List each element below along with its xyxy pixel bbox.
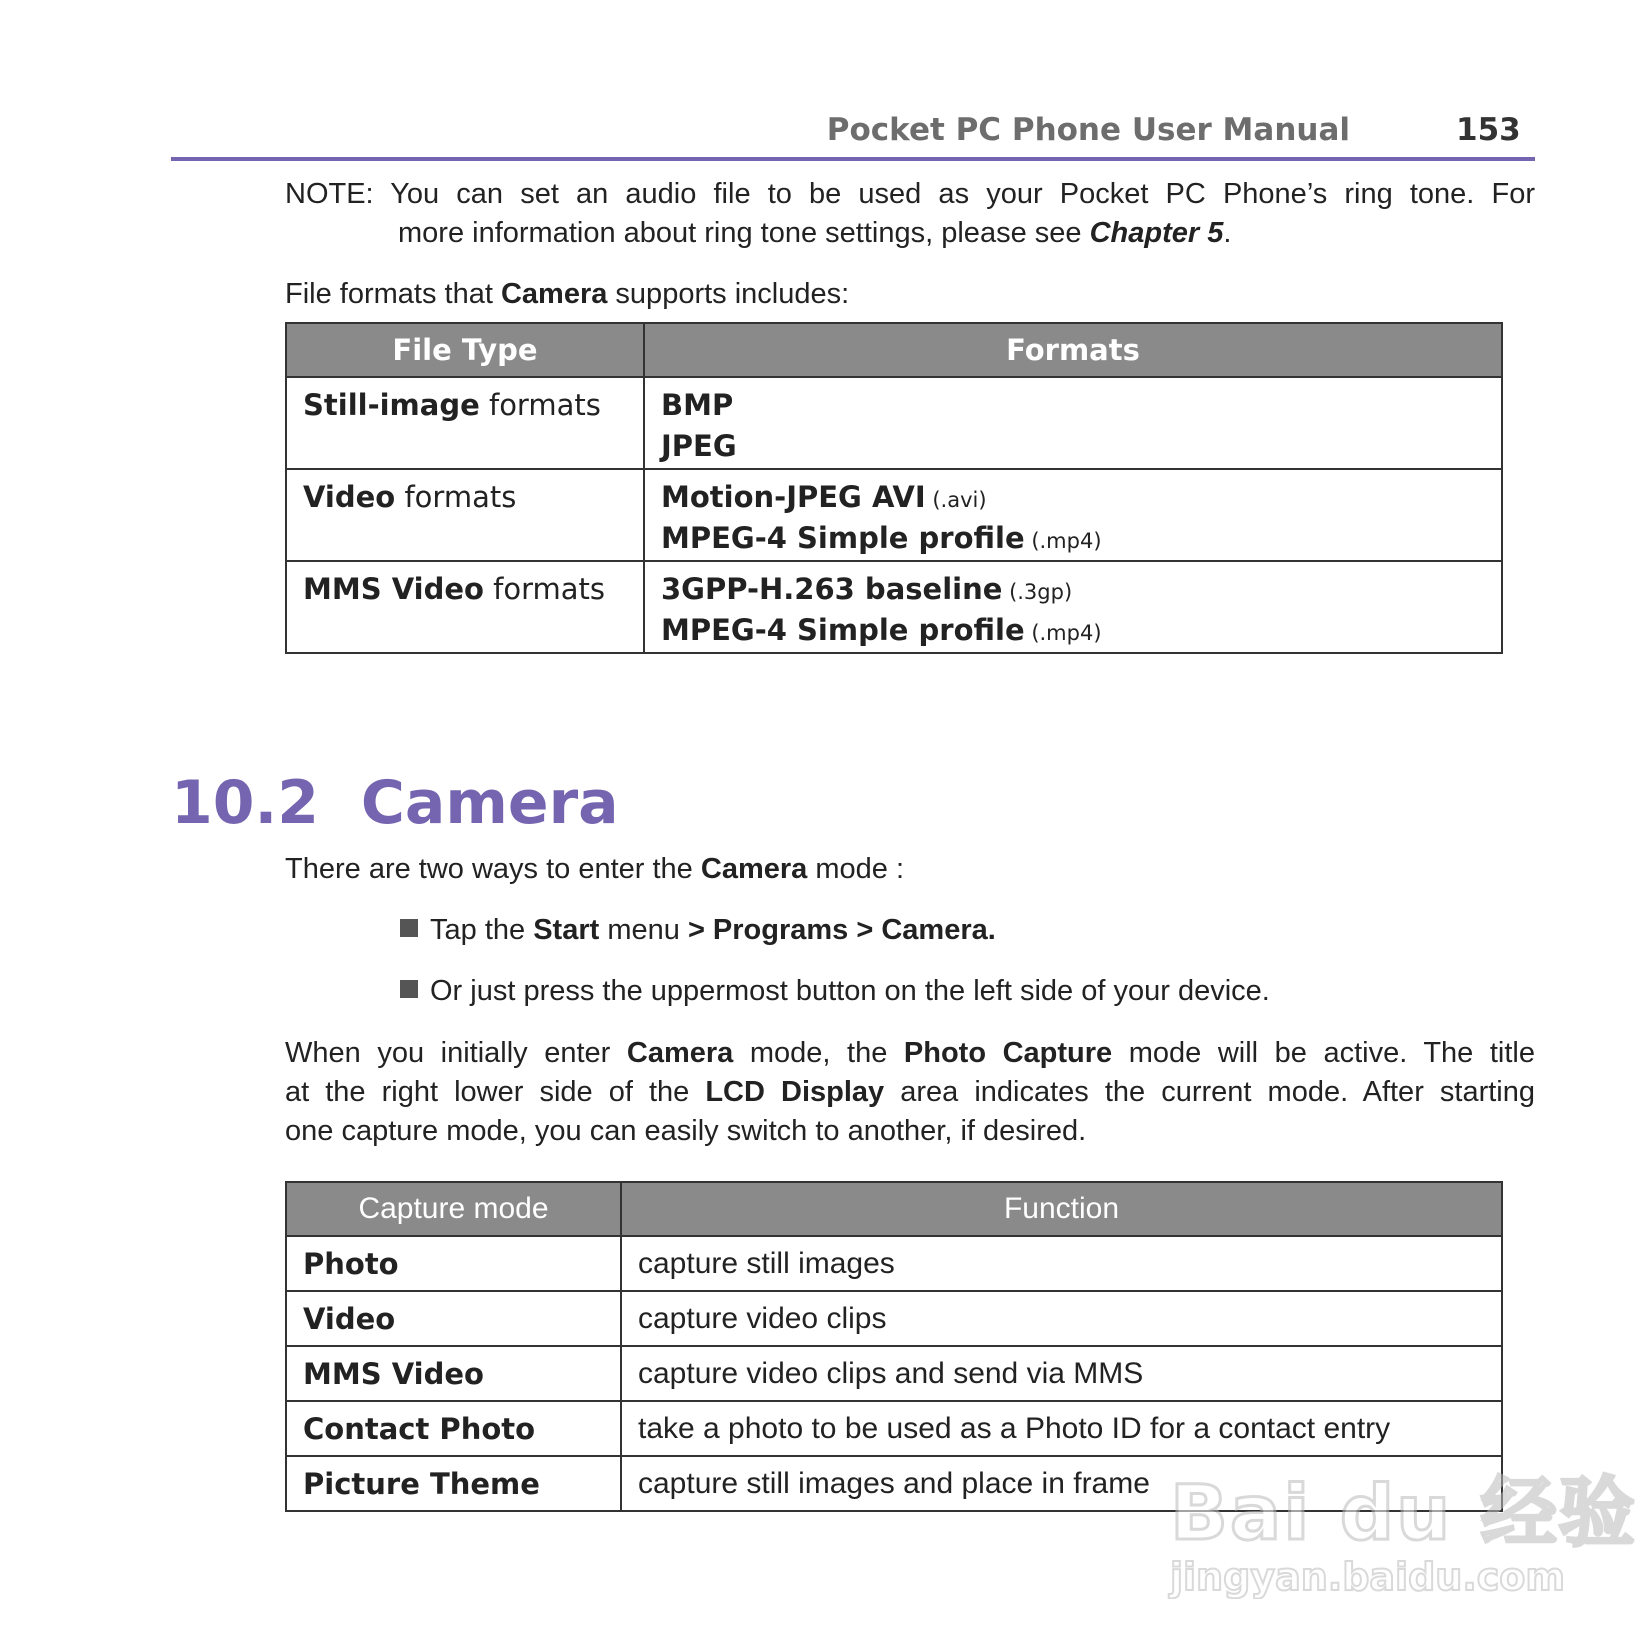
file-type-rest: formats <box>395 480 517 514</box>
table-row <box>286 1236 1502 1291</box>
note-line-2 <box>398 214 1231 253</box>
file-type-bold: MMS Video <box>303 572 484 606</box>
section-number: 10.2 <box>171 768 320 838</box>
text-run-bold: Camera <box>626 1037 734 1069</box>
format-extension: (.3gp) <box>1002 580 1073 604</box>
table-row <box>286 377 1502 469</box>
bullet-item-button <box>400 972 1270 1011</box>
column-header-function: Function <box>621 1182 1502 1236</box>
formats-intro-camera: Camera <box>500 278 608 310</box>
bullet-text: Or just press the uppermost button on the left side of your device. <box>430 975 1270 1007</box>
text-run: mode, the <box>733 1037 904 1069</box>
bullet-text: menu <box>599 914 688 946</box>
file-type-bold: Video <box>303 480 396 514</box>
table-row <box>286 469 1502 561</box>
table-header-row <box>286 323 1502 377</box>
function-cell: capture still images and place in frame <box>621 1456 1502 1511</box>
table-row <box>286 561 1502 653</box>
table-row <box>286 1291 1502 1346</box>
file-formats-table <box>285 322 1503 654</box>
capture-mode-cell: Contact Photo <box>286 1401 621 1456</box>
bullet-text: Tap the <box>430 914 534 946</box>
function-cell: take a photo to be used as a Photo ID for a contact entry <box>621 1401 1502 1456</box>
note-chapter-ref: Chapter 5 <box>1089 217 1224 249</box>
column-header-formats: Formats <box>644 323 1502 377</box>
intro-camera: Camera <box>700 853 808 885</box>
format-line <box>661 519 1501 560</box>
format-line <box>661 570 1501 611</box>
paragraph-line: one capture mode, you can easily switch to another, if desired. <box>285 1115 1087 1147</box>
table-row <box>286 1401 1502 1456</box>
intro-paragraph <box>285 850 904 889</box>
capture-mode-cell: Photo <box>286 1236 621 1291</box>
note-prefix: NOTE: <box>285 178 391 210</box>
format-name: 3GPP-H.263 baseline <box>661 572 1003 606</box>
format-name: Motion-JPEG AVI <box>661 480 926 514</box>
format-name: BMP <box>661 388 734 422</box>
format-line <box>661 386 1501 427</box>
running-header-title: Pocket PC Phone User Manual <box>826 112 1350 148</box>
baidu-watermark <box>1170 1452 1637 1602</box>
format-extension: (.mp4) <box>1024 621 1102 645</box>
function-cell: capture still images <box>621 1236 1502 1291</box>
section-title: Camera <box>360 768 619 838</box>
page-number: 153 <box>1456 112 1521 148</box>
format-name: MPEG-4 Simple profile <box>661 521 1025 555</box>
format-name: JPEG <box>661 429 737 463</box>
watermark-url: jingyan.baidu.com <box>1170 1555 1565 1599</box>
bullet-start: Start <box>533 914 600 946</box>
text-run-bold: Photo Capture <box>903 1037 1113 1069</box>
capture-mode-cell: MMS Video <box>286 1346 621 1401</box>
text-run-bold: LCD Display <box>705 1076 885 1108</box>
formats-intro <box>285 275 849 314</box>
capture-mode-cell: Picture Theme <box>286 1456 621 1511</box>
intro-post: mode : <box>807 853 904 885</box>
watermark-logo-text: Bai du 经验 <box>1170 1468 1637 1557</box>
bullet-item-start-menu <box>400 911 996 950</box>
paragraph-line <box>285 1073 1535 1112</box>
format-line <box>661 478 1501 519</box>
format-line <box>661 427 1501 468</box>
formats-cell <box>644 377 1502 469</box>
text-run: When you initially enter <box>285 1037 627 1069</box>
table-row <box>286 1346 1502 1401</box>
formats-intro-pre: File formats that <box>285 278 501 310</box>
square-bullet-icon <box>400 919 418 937</box>
file-type-rest: formats <box>483 572 606 606</box>
file-type-cell <box>286 377 644 469</box>
note-line-1 <box>285 175 1535 214</box>
square-bullet-icon <box>400 980 418 998</box>
column-header-file-type: File Type <box>286 323 644 377</box>
text-run: at the right lower side of the <box>285 1076 706 1108</box>
file-type-bold: Still-image <box>303 388 480 422</box>
file-type-rest: formats <box>479 388 601 422</box>
file-type-cell <box>286 561 644 653</box>
paragraph-line <box>285 1034 1535 1073</box>
note-end: . <box>1223 217 1232 249</box>
header-rule <box>171 157 1535 161</box>
note-text-1: You can set an audio file to be used as your Pocket PC Phone’s ring tone. For <box>390 178 1535 210</box>
bullet-path: > Programs > Camera. <box>687 914 996 946</box>
capture-mode-paragraph <box>285 1034 1535 1151</box>
file-type-cell <box>286 469 644 561</box>
note-text-2: more information about ring tone settings, please see <box>398 217 1090 249</box>
capture-mode-cell: Video <box>286 1291 621 1346</box>
section-heading <box>171 768 619 838</box>
intro-pre: There are two ways to enter the <box>285 853 701 885</box>
table-header-row <box>286 1182 1502 1236</box>
format-extension: (.mp4) <box>1024 529 1102 553</box>
format-name: MPEG-4 Simple profile <box>661 613 1025 647</box>
format-line <box>661 611 1501 652</box>
function-cell: capture video clips and send via MMS <box>621 1346 1502 1401</box>
text-run: area indicates the current mode. After starting <box>884 1076 1536 1108</box>
text-run: mode will be active. The title <box>1112 1037 1535 1069</box>
format-extension: (.avi) <box>925 488 987 512</box>
function-cell: capture video clips <box>621 1291 1502 1346</box>
column-header-capture-mode: Capture mode <box>286 1182 621 1236</box>
formats-cell <box>644 561 1502 653</box>
formats-cell <box>644 469 1502 561</box>
formats-intro-post: supports includes: <box>607 278 850 310</box>
